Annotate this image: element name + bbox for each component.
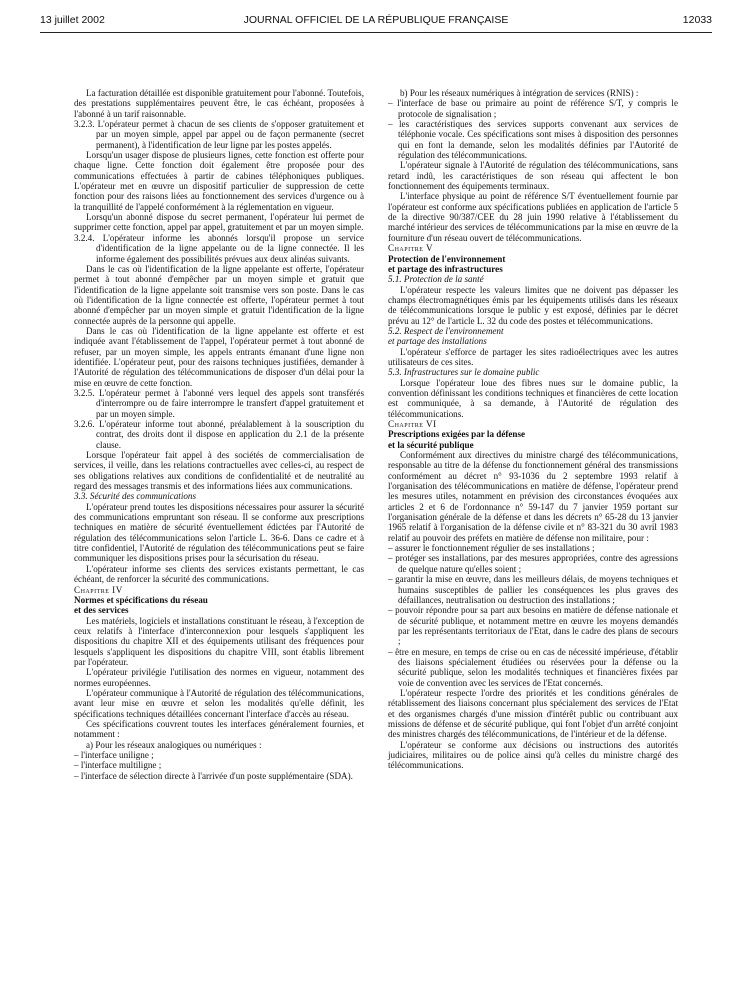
- paragraph: Lorsque l'opérateur fait appel à des sociétés de commercialisation de services, il veille, dans les relations contractuelles avec celles-ci, au respect de ses obligations relatives aux conditions de confidentialité et de neutralité au regard des messages transmis et des informations liées aux communications.: [74, 450, 364, 492]
- paragraph: L'opérateur privilégie l'utilisation des normes en vigueur, notamment des normes européennes.: [74, 667, 364, 688]
- page-number: 12033: [682, 14, 712, 26]
- paragraph: Ces spécifications couvrent toutes les interfaces généralement fournies, et notamment :: [74, 718, 364, 740]
- chapter-title-line: et la sécurité publique: [388, 439, 474, 450]
- paragraph: Dans le cas où l'identification de la ligne appelante est offerte et est indiquée avant l'établissement de l'appel, l'opérateur permet à tout abonné de refuser, par un moyen simple, les appels entrants émanant d'une ligne non identifiée. L'opérateur peut, pour des raisons techniques justifiées, demander à l'Autorité de régulation des télécommunications de disposer d'un délai pour la mise en œuvre de cette fonction.: [74, 325, 364, 388]
- list-item: – garantir la mise en œuvre, dans les meilleurs délais, de moyens techniques et humains susceptibles de pallier les conséquences les plus graves des défaillances, neutralisation ou destruction des installations ;: [388, 574, 678, 605]
- section-heading-line: 5.2. Respect de l'environnement: [388, 325, 504, 336]
- paragraph: L'opérateur signale à l'Autorité de régulation des télécommunications, sans retard indû, les caractéristiques de son réseau qui affectent le bon fonctionnement des équipements terminaux.: [388, 160, 678, 192]
- clause-3-2-4: 3.2.4. L'opérateur informe les abonnés lorsqu'il propose un service d'identification de la ligne appelante ou de la ligne connectée. Il les informe également des possibilités prévues aux deux alinéas suivants.: [74, 232, 364, 264]
- list-item: – assurer le fonctionnement régulier de ses installations ;: [388, 543, 595, 554]
- chapter-title: [388, 429, 678, 450]
- chapter-label: Chapitre IV: [74, 584, 123, 595]
- chapter-title-line: et des services: [74, 605, 129, 616]
- chapter-title-line: Protection de l'environnement: [388, 253, 506, 264]
- section-heading-3-3: 3.3. Sécurité des communications: [74, 491, 196, 502]
- list-item: – protéger ses installations, par des mesures appropriées, contre des agressions de quelque nature qu'elles soient ;: [388, 553, 678, 574]
- paragraph: Dans le cas où l'identification de la ligne appelante est offerte, l'opérateur permet à tout abonné d'empêcher par un moyen simple et gratuit que l'identification de la ligne appelante soit transmise vers son poste. Dans le cas où l'identification de la ligne connectée est offerte, l'opérateur permet à tout abonné d'empêcher par un moyen simple et gratuit l'identification de la ligne connectée auprès de la personne qui appelle.: [74, 263, 364, 326]
- list-item: – l'interface multiligne ;: [74, 760, 162, 771]
- header-rule: [40, 32, 712, 33]
- paragraph: Lorsqu'un usager dispose de plusieurs lignes, cette fonction est offerte pour chaque ligne. Cette fonction doit également être proposée pour des communications effectuées à partir de cabines téléphoniques publiques. L'opérateur met en œuvre un dispositif particulier de suppression de cette fonction pour des raisons liées au fonctionnement des services d'urgence ou à la tranquillité de l'appelé conformément à la réglementation en vigueur.: [74, 150, 364, 212]
- paragraph: L'opérateur communique à l'Autorité de régulation des télécommunications, avant leur mise en œuvre et selon les modalités qu'elle définit, les spécifications techniques détaillées concernant l'interface d'accès au réseau.: [74, 687, 364, 719]
- list-intro: a) Pour les réseaux analogiques ou numériques :: [86, 739, 262, 750]
- chapter-title-line: Normes et spécifications du réseau: [74, 594, 208, 605]
- chapter-title: [74, 595, 364, 616]
- chapter-label: Chapitre VI: [388, 419, 437, 429]
- paragraph: Lorsque l'opérateur loue des fibres nues sur le domaine public, la convention définissant les conditions techniques et financières de cette location est communiquée, à sa demande, à l'Autorité de régulation des télécommunications.: [388, 377, 678, 419]
- paragraph: L'opérateur s'efforce de partager les sites radioélectriques avec les autres utilisateurs de ces sites.: [388, 346, 678, 367]
- list-item: – les caractéristiques des services supports convenant aux services de téléphonie vocale. Ces spécifications sont mises à disposition des personnes qui en font la demande, selon les modalités définies par l'Autorité de régulation des télécommunications.: [388, 119, 678, 161]
- section-heading-5-2: [388, 326, 678, 347]
- page-header: [40, 14, 712, 30]
- clause-3-2-6: 3.2.6. L'opérateur informe tout abonné, préalablement à la souscription du contrat, des droits dont il dispose en application du 2.1 de la présente clause.: [74, 419, 364, 450]
- paragraph: L'opérateur se conforme aux décisions ou instructions des autorités judiciaires, militaires ou de police ainsi qu'à celles du ministre chargé des télécommunications.: [388, 739, 678, 771]
- list-item: – l'interface de sélection directe à l'arrivée d'un poste supplémentaire (SDA).: [74, 770, 353, 781]
- paragraph: La facturation détaillée est disponible gratuitement pour l'abonné. Toutefois, des prestations supplémentaires peuvent être, le cas échéant, proposées à l'abonné à un tarif raisonnable.: [74, 88, 364, 119]
- chapter-title-line: et partage des infrastructures: [388, 263, 503, 274]
- paragraph: L'opérateur respecte les valeurs limites que ne doivent pas dépasser les champs électromagnétiques émis par les équipements utilisés dans les réseaux de télécommunications lorsque le public y est exposé, définies par le décret prévu au 12° de l'article L. 32 du code des postes et télécommunications.: [388, 284, 678, 326]
- right-column: [388, 88, 678, 771]
- left-column: [74, 88, 364, 781]
- section-heading-5-1: 5.1. Protection de la santé: [388, 274, 484, 285]
- section-heading-5-3: 5.3. Infrastructures sur le domaine public: [388, 367, 540, 378]
- header-date: 13 juillet 2002: [40, 14, 105, 26]
- list-item: – être en mesure, en temps de crise ou en cas de nécessité impérieuse, d'établir des liaisons spécialement étudiées ou réservées pour la défense ou la sécurité publique, selon les modalités techniques et financières fixées par voie de convention avec les services de l'Etat concernés.: [388, 646, 678, 688]
- list-intro: b) Pour les réseaux numériques à intégration de services (RNIS) :: [400, 88, 639, 98]
- paragraph: L'interface physique au point de référence S/T éventuellement fournie par l'opérateur est conforme aux spécifications publiées en application de l'article 5 de la directive 90/387/CEE du 28 juin 1990 relative à l'établissement du marché intérieur des services de télécommunications par la mise en œuvre de la fourniture d'un réseau ouvert de télécommunications.: [388, 191, 678, 243]
- paragraph: Les matériels, logiciels et installations constituant le réseau, à l'exception de ceux relatifs à l'interface d'interconnexion pour lesquels s'appliquent les dispositions du chapitre XII et des équipements utilisant des fréquences pour lesquels s'appliquent les dispositions du chapitre VIII, sont établis librement par l'opérateur.: [74, 615, 364, 667]
- paragraph: L'opérateur prend toutes les dispositions nécessaires pour assurer la sécurité des communications empruntant son réseau. Il se conforme aux prescriptions techniques en matière de sécurité éventuellement édictées par l'Autorité de régulation des télécommunications selon l'article L. 36-6. Dans ce cadre et à titre confidentiel, l'Autorité de régulation des télécommunications peut se faire communiquer les dispositions prises pour la sécurisation du réseau.: [74, 501, 364, 564]
- chapter-title: [388, 254, 678, 275]
- paragraph: L'opérateur respecte l'ordre des priorités et les conditions générales de rétablissement des liaisons concernant plus spécialement des services de l'Etat et des organismes chargés d'une mission d'intérêt public ou contribuant aux missions de défense et de sécurité publique, qui font l'objet d'un arrêté conjoint des ministres chargés des télécommunications, de l'intérieur et de la défense.: [388, 687, 678, 740]
- clause-3-2-5: 3.2.5. L'opérateur permet à l'abonné vers lequel des appels sont transférés d'interrompre ou de faire interrompre le transfert d'appel gratuitement et par un moyen simple.: [74, 387, 364, 419]
- chapter-title-line: Prescriptions exigées par la défense: [388, 429, 526, 440]
- list-item: – l'interface de base ou primaire au point de référence S/T, y compris le protocole de signalisation ;: [388, 98, 678, 119]
- paragraph: Conformément aux directives du ministre chargé des télécommunications, responsable au titre de la défense du fonctionnement général des transmissions conformément au décret n° 93-1036 du 2 septembre 1993 relatif à l'organisation des télécommunications en matière de défense, l'opérateur prend les mesures utiles, notamment en prévision des circonstances évoquées aux articles 2 et 6 de l'ordonnance n° 59-147 du 7 janvier 1959 portant sur l'organisation générale de la défense et dans les décrets n° 65-28 du 13 janvier 1965 relatif à l'organisation de la défense civile et n° 83-321 du 30 avril 1983 relatif au pouvoir des préfets en matière de défense non militaire, pour :: [388, 450, 678, 543]
- chapter-label: Chapitre V: [388, 243, 434, 254]
- clause-3-2-3: 3.2.3. L'opérateur permet à chacun de ses clients de s'opposer gratuitement et par un moyen simple, appel par appel ou de façon permanente (secret permanent), à l'identification de leur ligne par les postes appelés.: [74, 119, 364, 150]
- paragraph: Lorsqu'un abonné dispose du secret permanent, l'opérateur lui permet de supprimer cette fonction, appel par appel, gratuitement et par un moyen simple.: [74, 212, 364, 233]
- list-item: – pouvoir répondre pour sa part aux besoins en matière de défense nationale et de sécurité publique, et notamment mettre en œuvre les moyens demandés par les représentants territoriaux de l'Etat, dans le cadre des plans de secours ;: [388, 605, 678, 647]
- section-heading-line: et partage des installations: [388, 336, 487, 347]
- journal-title: JOURNAL OFFICIEL DE LA RÉPUBLIQUE FRANÇAISE: [243, 14, 509, 26]
- paragraph: L'opérateur informe ses clients des services existants permettant, le cas échéant, de renforcer la sécurité des communications.: [74, 563, 364, 585]
- list-item: – l'interface uniligne ;: [74, 750, 154, 760]
